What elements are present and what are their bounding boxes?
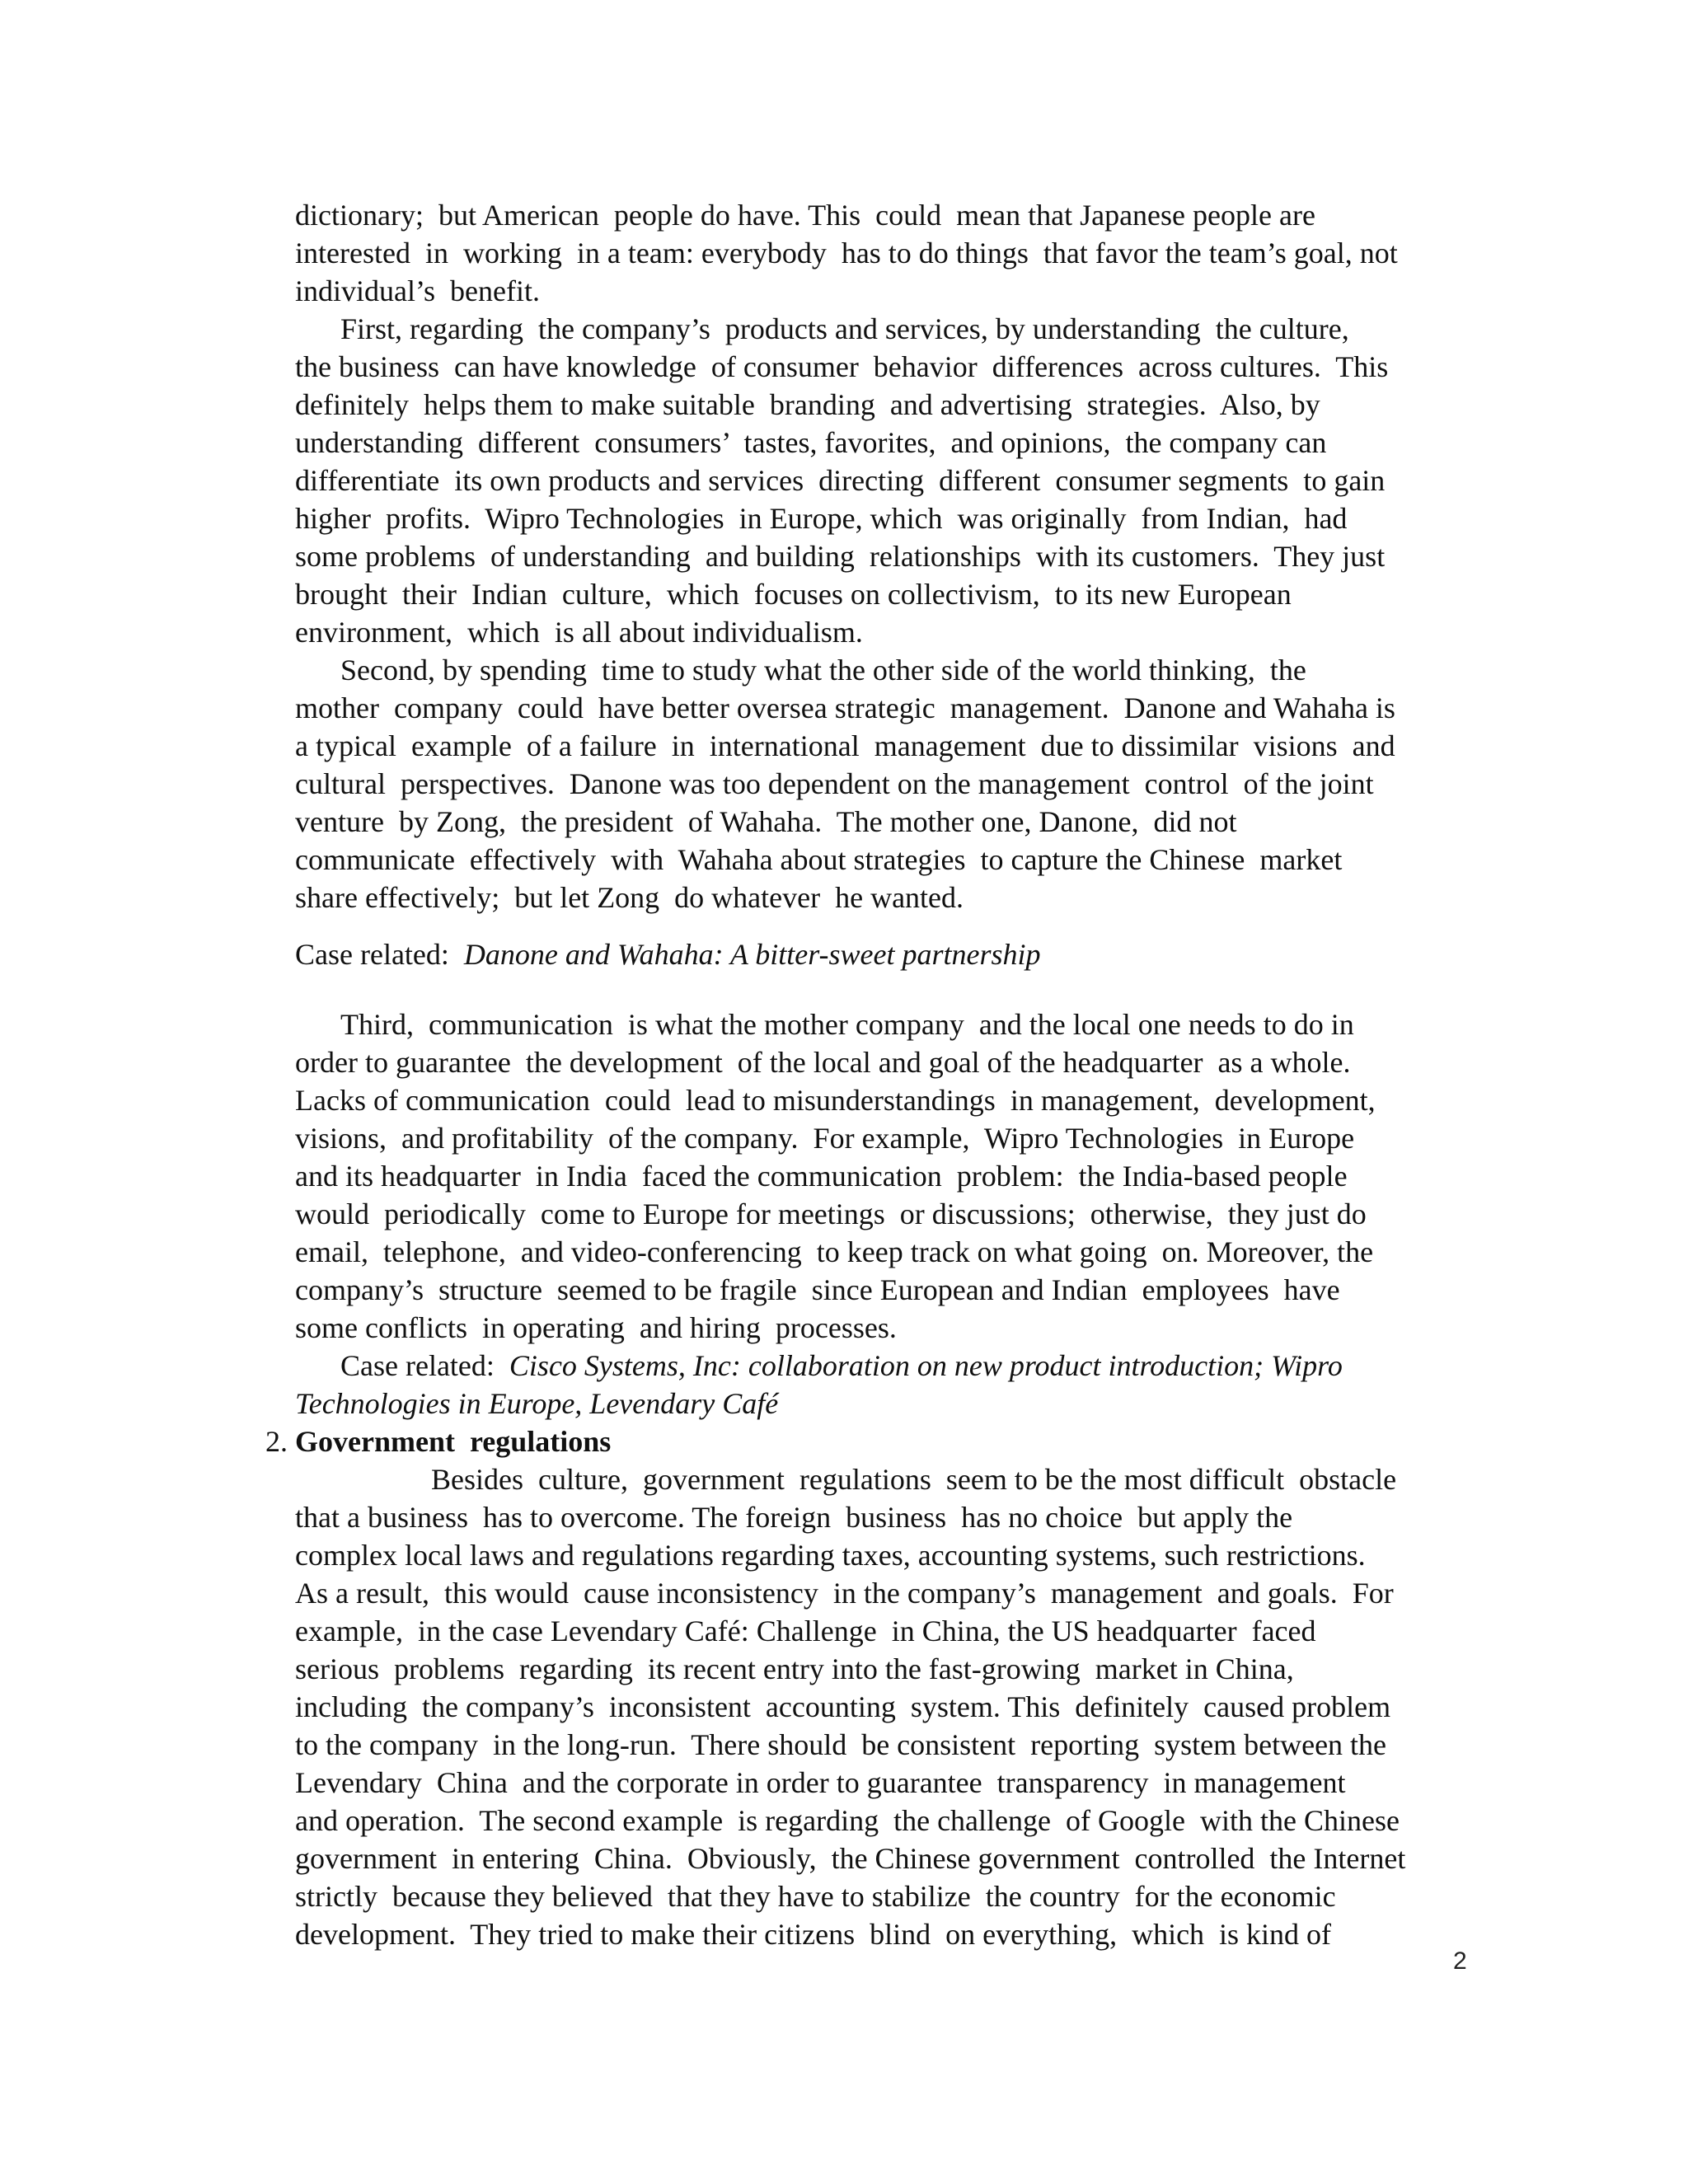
text-line: and its headquarter in India faced the communication problem: the India-based people bbox=[295, 1160, 1348, 1193]
text-line: government in entering China. Obviously, the Chinese government controlled the Internet bbox=[295, 1842, 1406, 1875]
page-number: 2 bbox=[1453, 1947, 1467, 1975]
text-line: example, in the case Levendary Café: Challenge in China, the US headquarter faced bbox=[295, 1615, 1316, 1647]
text-line: Levendary China and the corporate in order to guarantee transparency in management bbox=[295, 1766, 1346, 1799]
text-line: cultural perspectives. Danone was too dependent on the management control of the joint bbox=[295, 767, 1374, 800]
text-line: individual’s benefit. bbox=[295, 274, 540, 307]
case-related-title: Danone and Wahaha: A bitter-sweet partnership bbox=[463, 938, 1041, 971]
text-line: would periodically come to Europe for meetings or discussions; otherwise, they just do bbox=[295, 1197, 1367, 1230]
text-line: Third, communication is what the mother company and the local one needs to do in bbox=[340, 1008, 1354, 1041]
text-line: complex local laws and regulations regarding taxes, accounting systems, such restrictions. bbox=[295, 1539, 1366, 1572]
case-related-1 bbox=[295, 935, 1041, 973]
text-line: mother company could have better oversea strategic management. Danone and Wahaha is bbox=[295, 691, 1395, 724]
text-line: and operation. The second example is regarding the challenge of Google with the Chinese bbox=[295, 1804, 1400, 1837]
text-line: communicate effectively with Wahaha about strategies to capture the Chinese market bbox=[295, 843, 1343, 876]
case-related-title-continuation: Technologies in Europe, Levendary Café bbox=[295, 1387, 779, 1420]
text-line: higher profits. Wipro Technologies in Europe, which was originally from Indian, had bbox=[295, 502, 1348, 535]
case-related-label: Case related: bbox=[295, 938, 449, 971]
text-line: share effectively; but let Zong do whatever he wanted. bbox=[295, 881, 964, 914]
text-line: development. They tried to make their citizens blind on everything, which is kind of bbox=[295, 1918, 1332, 1951]
text-line: brought their Indian culture, which focuses on collectivism, to its new European bbox=[295, 578, 1292, 611]
text-line: As a result, this would cause inconsistency in the company’s management and goals. For bbox=[295, 1577, 1394, 1610]
text-line: Besides culture, government regulations seem to be the most difficult obstacle bbox=[431, 1463, 1397, 1496]
text-line: order to guarantee the development of the local and goal of the headquarter as a whole. bbox=[295, 1046, 1351, 1079]
case-related-title: Cisco Systems, Inc: collaboration on new product introduction; Wipro bbox=[509, 1349, 1343, 1382]
text-line: First, regarding the company’s products and services, by understanding the culture, bbox=[340, 312, 1349, 345]
text-line: visions, and profitability of the company. For example, Wipro Technologies in Europe bbox=[295, 1122, 1355, 1155]
text-line: company’s structure seemed to be fragile since European and Indian employees have bbox=[295, 1273, 1340, 1306]
text-line: email, telephone, and video-conferencing to keep track on what going on. Moreover, the bbox=[295, 1235, 1374, 1268]
text-line: interested in working in a team: everybody has to do things that favor the team’s goal, not bbox=[295, 237, 1398, 269]
case-related-line bbox=[340, 1347, 1343, 1385]
text-line: some problems of understanding and building relationships with its customers. They just bbox=[295, 540, 1386, 573]
text-line: understanding different consumers’ tastes, favorites, and opinions, the company can bbox=[295, 426, 1327, 459]
text-line: Lacks of communication could lead to misunderstandings in management, development, bbox=[295, 1084, 1376, 1117]
text-line: serious problems regarding its recent entry into the fast-growing market in China, bbox=[295, 1652, 1294, 1685]
text-line: to the company in the long-run. There should be consistent reporting system between the bbox=[295, 1728, 1387, 1761]
text-line: some conflicts in operating and hiring processes. bbox=[295, 1311, 897, 1344]
text-line: dictionary; but American people do have. This could mean that Japanese people are bbox=[295, 199, 1315, 232]
text-line: that a business has to overcome. The foreign business has no choice but apply the bbox=[295, 1501, 1293, 1534]
text-line: definitely helps them to make suitable branding and advertising strategies. Also, by bbox=[295, 388, 1320, 421]
text-line: the business can have knowledge of consumer behavior differences across cultures. This bbox=[295, 350, 1389, 383]
section-heading: Government regulations bbox=[295, 1425, 612, 1458]
text-line: including the company’s inconsistent accounting system. This definitely caused problem bbox=[295, 1690, 1391, 1723]
text-line: a typical example of a failure in international management due to dissimilar visions and bbox=[295, 729, 1395, 762]
text-line: strictly because they believed that they have to stabilize the country for the economic bbox=[295, 1880, 1336, 1913]
text-line: venture by Zong, the president of Wahaha. The mother one, Danone, did not bbox=[295, 805, 1237, 838]
text-line: Second, by spending time to study what the other side of the world thinking, the bbox=[340, 654, 1306, 687]
section-number: 2. bbox=[265, 1425, 288, 1458]
text-line: differentiate its own products and services directing different consumer segments to gain bbox=[295, 464, 1386, 497]
case-related-label: Case related: bbox=[340, 1349, 495, 1382]
text-line: environment, which is all about individualism. bbox=[295, 616, 863, 649]
